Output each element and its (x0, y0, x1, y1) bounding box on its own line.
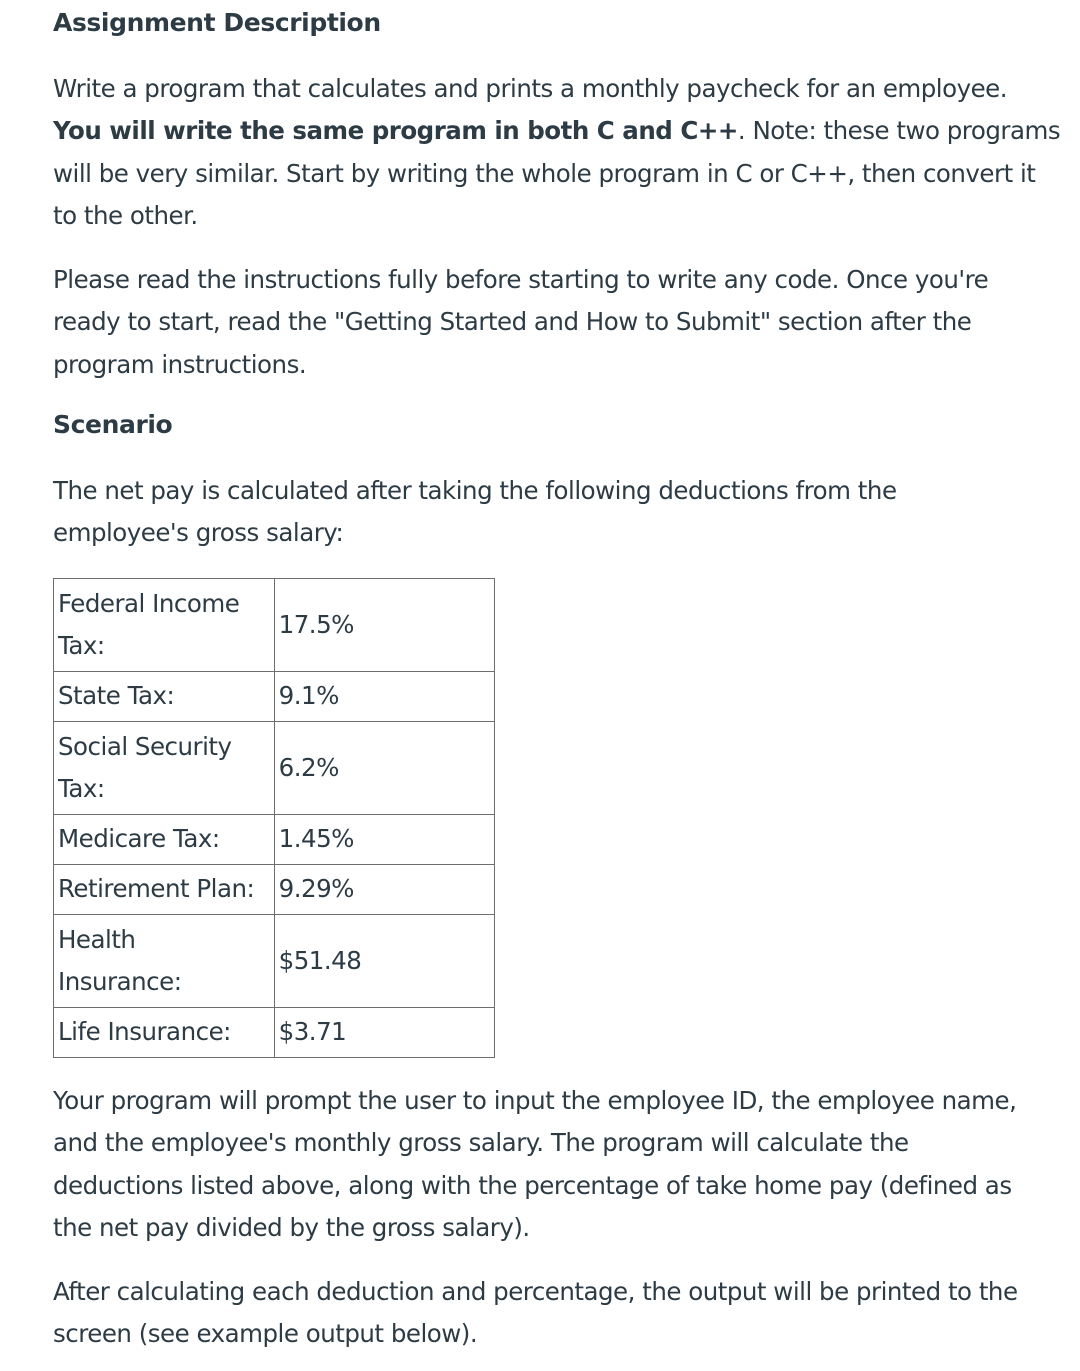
intro-line-3: will be very similar. Start by writing the whole program in C or C++, then convert it (53, 158, 1036, 188)
table-row (54, 722, 495, 815)
deduction-label-line: Tax: (58, 631, 105, 660)
deduction-label (54, 915, 275, 1008)
intro-line-4: to the other. (53, 200, 198, 230)
intro-line-1: Write a program that calculates and prints a monthly paycheck for an employee. (53, 74, 1008, 103)
table-row (54, 1008, 495, 1058)
deduction-label-line: Tax: (58, 774, 105, 803)
deduction-label: Medicare Tax: (54, 815, 275, 865)
intro-bold-statement: You will write the same program in both C and C++ (53, 116, 738, 146)
intro-line-2-rest: . Note: these two programs (737, 116, 1061, 146)
table-row (54, 579, 495, 672)
deduction-value: 9.1% (274, 672, 494, 722)
deduction-label: Retirement Plan: (54, 865, 275, 915)
table-row (54, 865, 495, 915)
prompt-line-4: the net pay divided by the gross salary). (53, 1212, 530, 1242)
table-row (54, 915, 495, 1008)
assignment-title: Assignment Description (53, 8, 381, 37)
table-row (54, 672, 495, 722)
deduction-label-line: Federal Income (58, 588, 240, 618)
read-first-line-2: ready to start, read the "Getting Started and How to Submit" section after the (53, 307, 972, 337)
scenario-heading: Scenario (53, 410, 173, 439)
deduction-value: $3.71 (274, 1008, 494, 1058)
deduction-label (54, 579, 275, 672)
deduction-value: 1.45% (274, 815, 494, 865)
deductions-table (53, 578, 495, 1058)
prompt-paragraph (53, 1080, 1016, 1249)
read-first-paragraph (53, 259, 988, 386)
table-row (54, 815, 495, 865)
output-line-1: After calculating each deduction and percentage, the output will be printed to the (53, 1277, 1018, 1306)
deduction-label: State Tax: (54, 672, 275, 722)
deduction-label-line: Insurance: (58, 967, 182, 996)
output-line-2: screen (see example output below). (53, 1319, 478, 1349)
deduction-label-line: Health (58, 924, 136, 954)
scenario-paragraph (53, 470, 897, 555)
intro-paragraph (53, 68, 1060, 237)
deduction-label (54, 722, 275, 815)
prompt-line-3: deductions listed above, along with the percentage of take home pay (defined as (53, 1170, 1012, 1200)
deduction-label-line: Social Security (58, 731, 232, 761)
scenario-line-1: The net pay is calculated after taking the following deductions from the (53, 476, 897, 505)
deduction-value: 17.5% (274, 579, 494, 672)
deduction-value: 6.2% (274, 722, 494, 815)
output-paragraph (53, 1271, 1018, 1356)
scenario-line-2: employee's gross salary: (53, 518, 344, 548)
deduction-value: 9.29% (274, 865, 494, 915)
deduction-label: Life Insurance: (54, 1008, 275, 1058)
intro-line-2 (53, 110, 1060, 152)
deduction-value: $51.48 (274, 915, 494, 1008)
read-first-line-3: program instructions. (53, 349, 307, 379)
prompt-line-1: Your program will prompt the user to input the employee ID, the employee name, (53, 1086, 1017, 1115)
prompt-line-2: and the employee's monthly gross salary. The program will calculate the (53, 1128, 909, 1158)
read-first-line-1: Please read the instructions fully before starting to write any code. Once you're (53, 265, 989, 294)
